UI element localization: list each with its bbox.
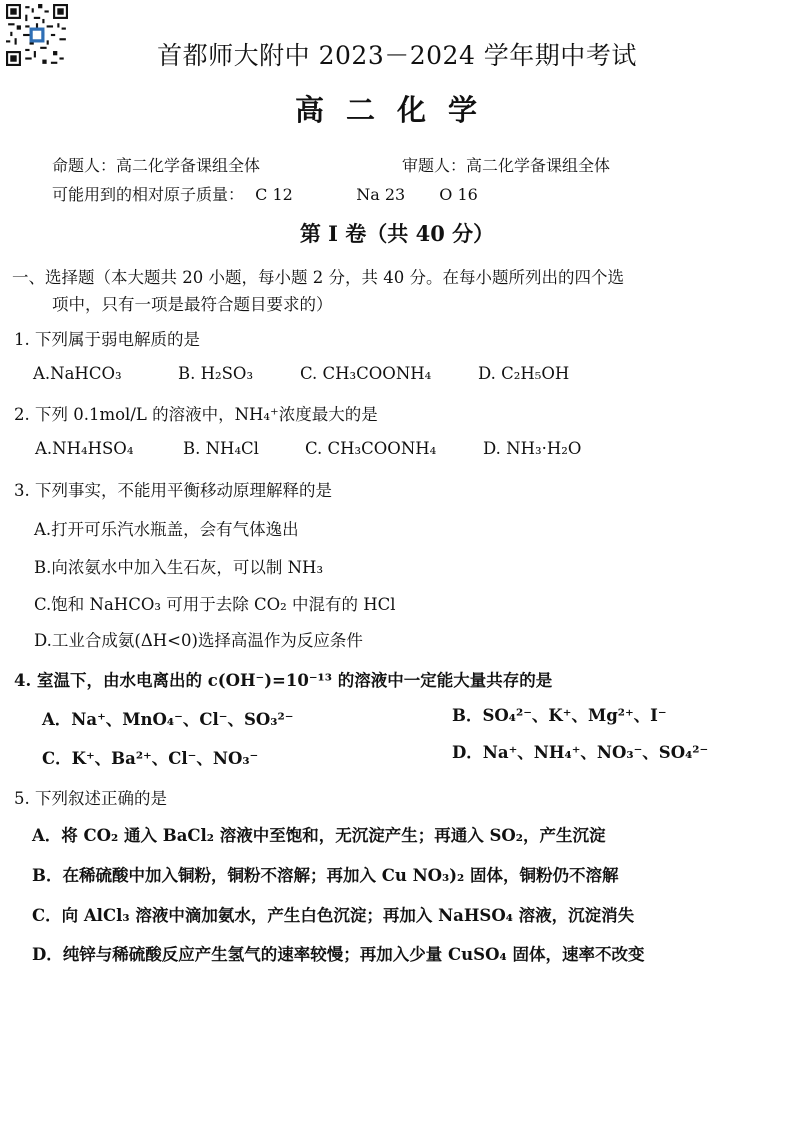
question-5-stem: 5. 下列叙述正确的是	[14, 789, 167, 808]
question-4-option-c: C．K⁺、Ba²⁺、Cl⁻、NO₃⁻	[42, 749, 259, 768]
question-1-option-d: D. C₂H₅OH	[478, 364, 570, 383]
question-2-option-d: D. NH₃·H₂O	[483, 439, 582, 458]
setter-label: 命题人：	[52, 156, 117, 175]
subject-title: 高二化学	[294, 93, 499, 127]
question-5-option-c: C．向 AlCl₃ 溶液中滴加氨水，产生白色沉淀；再加入 NaHSO₄ 溶液，沉淀消失	[32, 906, 635, 925]
reviewer-name: 高二化学备课组全体	[466, 156, 611, 175]
question-5-option-b: B．在稀硫酸中加入铜粉，铜粉不溶解；再加入 Cu NO₃)₂ 固体，铜粉仍不溶解	[32, 866, 619, 885]
question-4-stem: 4. 室温下，由水电离出的 c(OH⁻)=10⁻¹³ 的溶液中一定能大量共存的是	[14, 671, 553, 690]
question-2-options	[35, 439, 581, 458]
question-1-option-a: A.NaHCO₃	[33, 364, 122, 383]
reviewer-label: 审题人：	[402, 156, 467, 175]
atomic-mass-line	[52, 182, 478, 205]
atomic-mass-label: 可能用到的相对原子质量：	[52, 185, 245, 204]
question-1-option-b: B. H₂SO₃	[178, 364, 254, 383]
exam-title: 首都师大附中 2023－2024 学年期中考试	[157, 41, 637, 70]
question-4-option-d: D．Na⁺、NH₄⁺、NO₃⁻、SO₄²⁻	[452, 743, 709, 762]
question-2-option-c: C. CH₃COONH₄	[305, 439, 437, 458]
question-1-options	[33, 364, 569, 383]
question-1-stem: 1. 下列属于弱电解质的是	[14, 330, 200, 349]
section-title: 第 I 卷（共 40 分）	[299, 221, 495, 246]
question-2-option-b: B. NH₄Cl	[183, 439, 259, 458]
section-instruction-line1: 一、选择题（本大题共 20 小题，每小题 2 分，共 40 分。在每小题所列出的四个选	[12, 268, 624, 287]
question-5-option-d: D．纯锌与稀硫酸反应产生氢气的速率较慢；再加入少量 CuSO₄ 固体，速率不改变	[32, 945, 645, 964]
question-4-option-b: B．SO₄²⁻、K⁺、Mg²⁺、I⁻	[452, 706, 667, 725]
question-3-option-b: B.向浓氨水中加入生石灰，可以制 NH₃	[34, 558, 324, 577]
question-2-stem: 2. 下列 0.1mol/L 的溶液中，NH₄⁺浓度最大的是	[14, 405, 378, 424]
atomic-mass-na: Na 23	[356, 185, 406, 204]
question-4-option-a: A．Na⁺、MnO₄⁻、Cl⁻、SO₃²⁻	[42, 710, 294, 729]
setter-name: 高二化学备课组全体	[116, 156, 261, 175]
atomic-mass-o: O 16	[439, 185, 478, 204]
question-3-option-c: C.饱和 NaHCO₃ 可用于去除 CO₂ 中混有的 HCl	[34, 595, 396, 614]
question-5-option-a: A．将 CO₂ 通入 BaCl₂ 溶液中至饱和，无沉淀产生；再通入 SO₂，产生沉淀	[32, 826, 606, 845]
setter-line	[52, 153, 260, 176]
atomic-mass-c: C 12	[255, 185, 293, 204]
reviewer-line	[402, 153, 610, 176]
section-instruction-line2: 项中，只有一项是最符合题目要求的）	[52, 295, 333, 314]
question-3-option-d: D.工业合成氨(ΔH<0)选择高温作为反应条件	[34, 631, 363, 650]
question-3-stem: 3. 下列事实，不能用平衡移动原理解释的是	[14, 481, 332, 500]
question-3-option-a: A.打开可乐汽水瓶盖，会有气体逸出	[34, 520, 299, 539]
question-2-option-a: A.NH₄HSO₄	[35, 439, 134, 458]
question-1-option-c: C. CH₃COONH₄	[300, 364, 432, 383]
